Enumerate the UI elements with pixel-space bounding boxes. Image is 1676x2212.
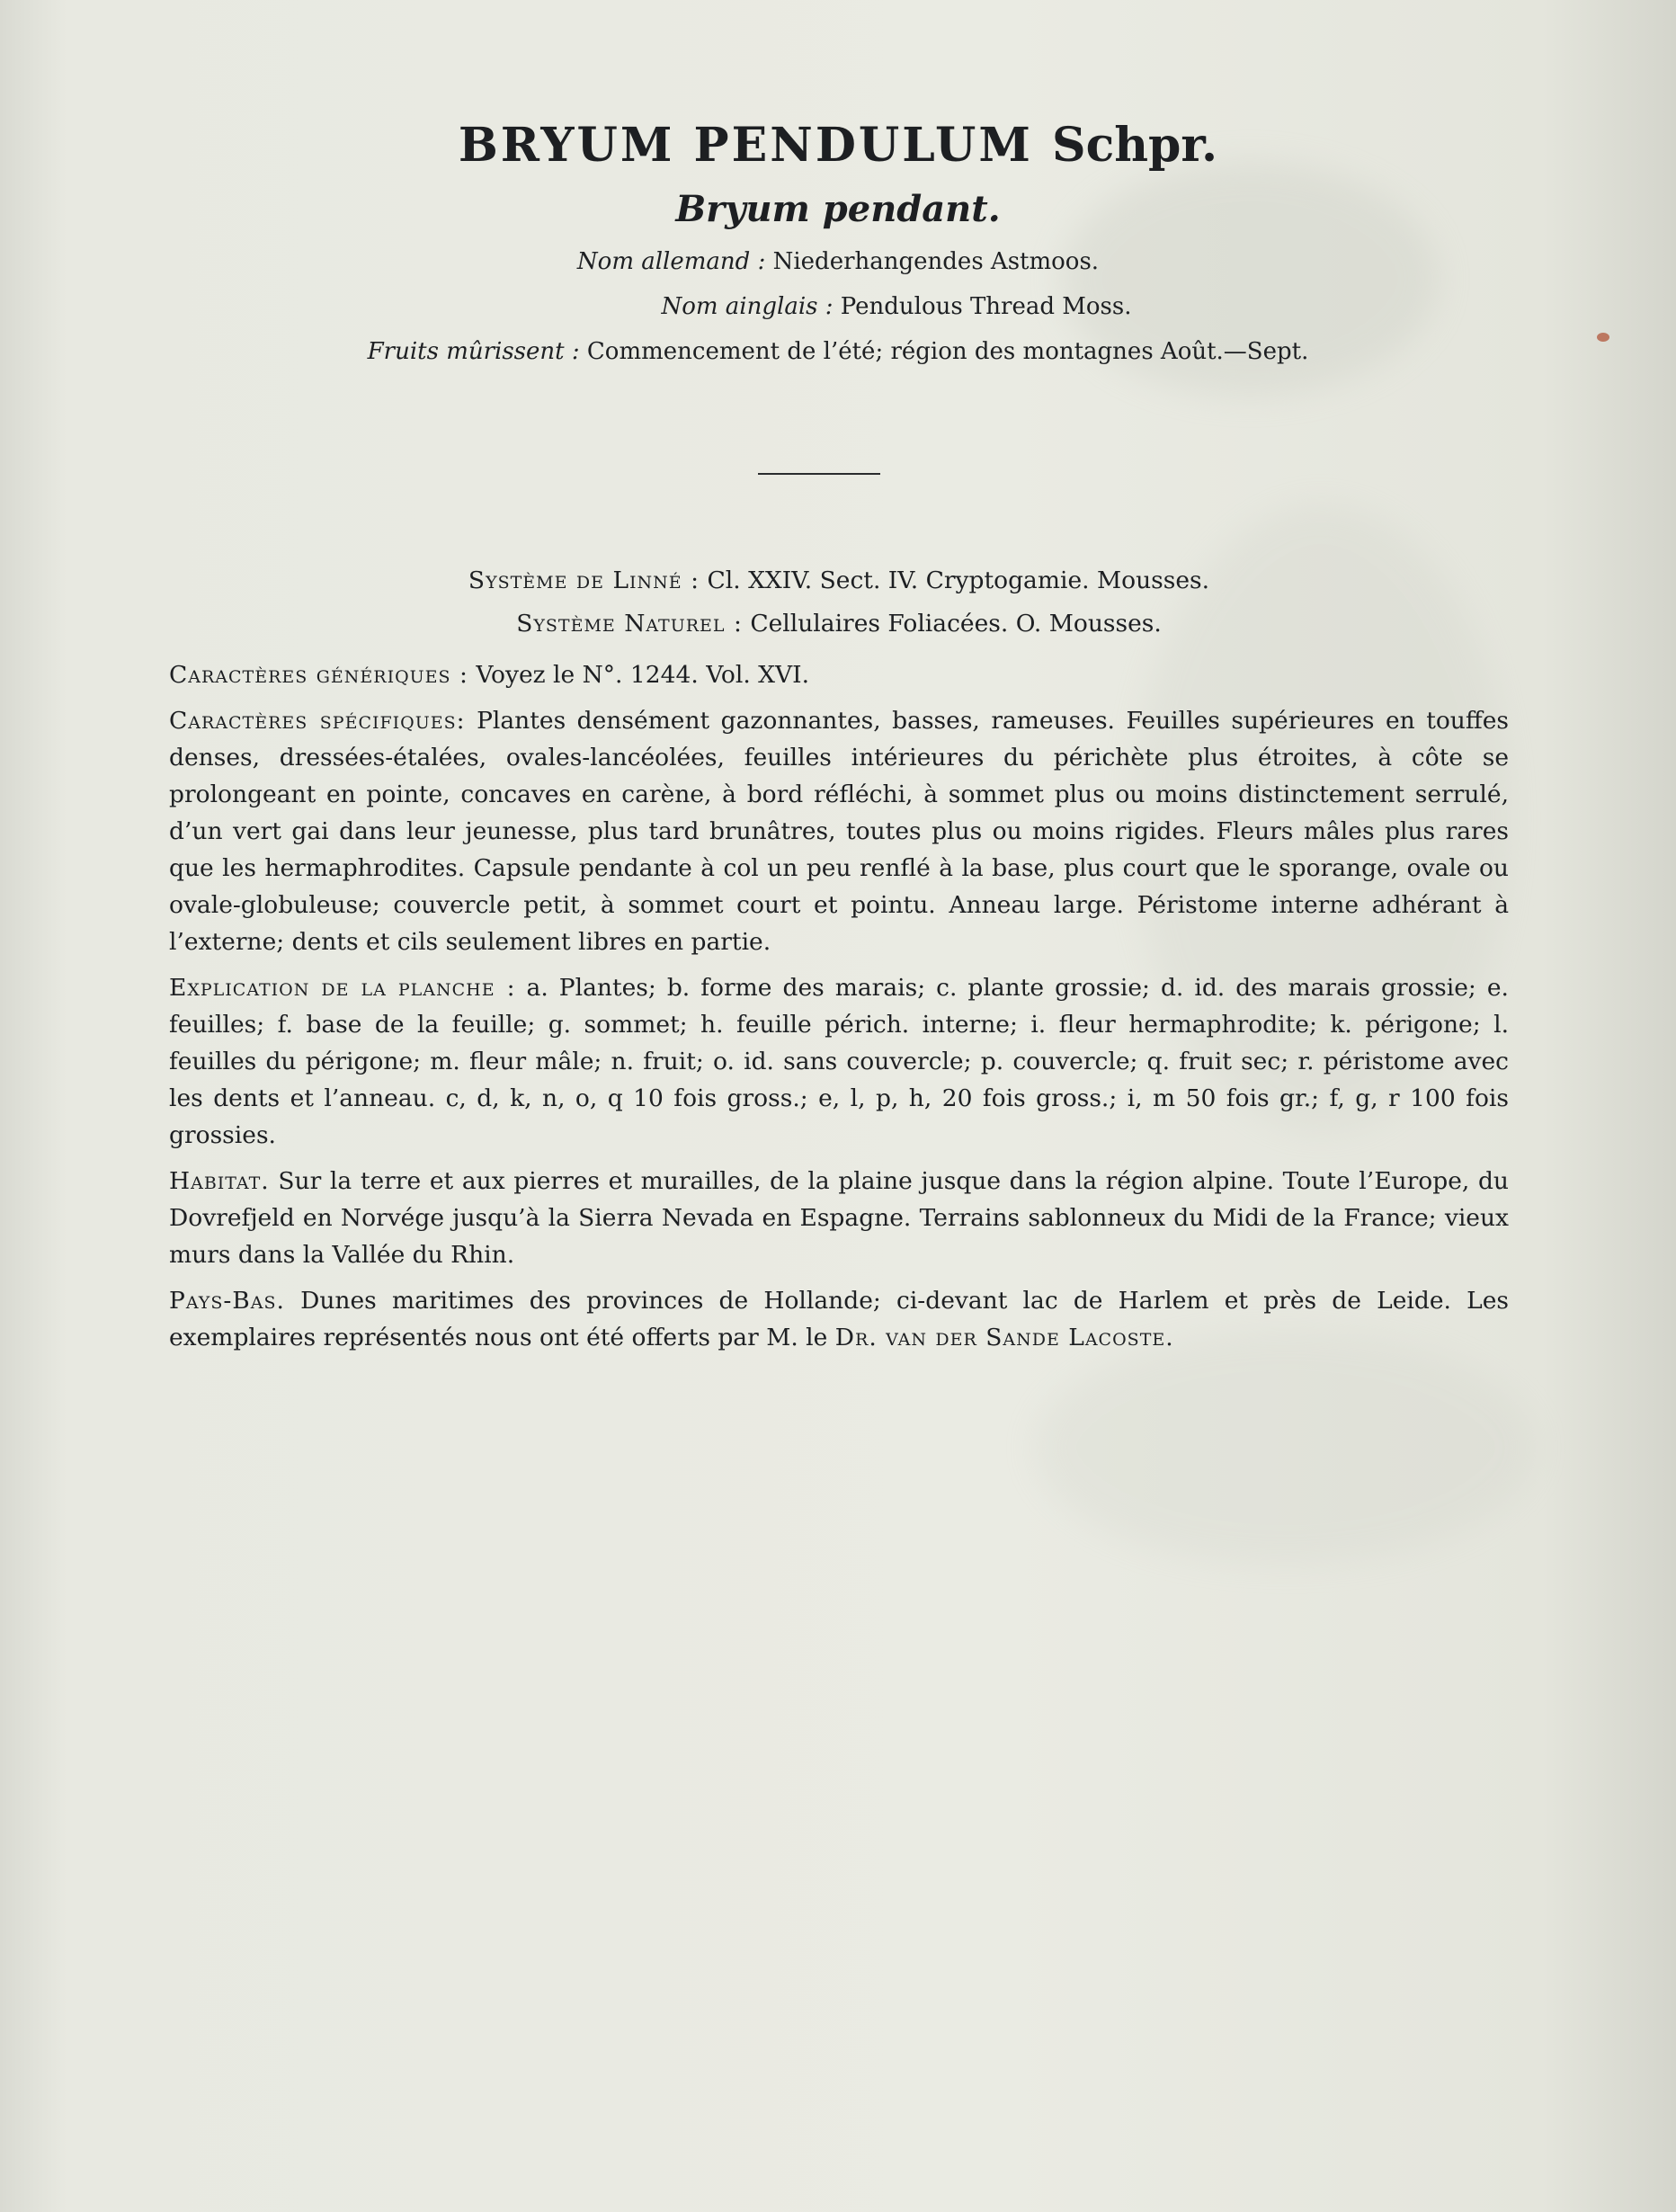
species-author: Schpr. [1052,118,1218,173]
german-name-row [0,239,1676,284]
linne-system [169,557,1509,604]
natural-system [169,601,1509,647]
species-name: BRYUM PENDULUM [458,118,1033,173]
specific-label: Caractères spécifiques: [169,707,466,735]
natural-value: Cellulaires Foliacées. O. Mousses. [750,610,1162,638]
specimen-credit: Dr. van der Sande Lacoste. [834,1324,1174,1351]
species-header [0,117,1676,374]
description-body [169,557,1509,1356]
german-name-label: Nom allemand : [576,248,766,275]
fruiting-label: Fruits mûrissent : [367,338,580,365]
german-name-value: Niederhangendes Astmoos. [772,248,1100,275]
linne-value: Cl. XXIV. Sect. IV. Cryptogamie. Mousses. [707,566,1210,594]
section-divider [758,473,880,475]
species-common-name: Bryum pendant. [675,188,1001,230]
generic-text: Voyez le N°. 1244. Vol. XVI. [476,661,810,689]
netherlands-text: Dunes maritimes des provinces de Hollande; ci-devant lac de Harlem et près de Leide. Les exemplaires représentés nous ont été offerts par M. le [169,1287,1509,1351]
specific-characters [169,702,1509,960]
linne-label: Système de Linné : [468,566,700,594]
english-name-row [0,284,1676,329]
fruiting-value: Commencement de l’été; région des montagnes Août.—Sept. [586,338,1309,365]
species-title [0,117,1676,174]
fruiting-row [0,329,1676,374]
plate-explanation [169,969,1509,1154]
netherlands-label: Pays-Bas. [169,1287,285,1315]
plate-explanation-label: Explication de la planche : [169,974,516,1002]
specific-text: Plantes densément gazonnantes, basses, rameuses. Feuilles supérieures en touffes denses, dressées-étalées, ovales-lancéolées, feuilles intérieures du périchète plus étroites, à côte se prolongeant en pointe, concaves en carène, à bord réfléchi, à sommet plus ou moins distinctement serrulé, d’un vert gai dans leur jeunesse, plus tard brunâtres, toutes plus ou moins rigides. Fleurs mâles plus rares que les hermaphrodites. Capsule pendante à col un peu renflé à la base, plus court que le sporange, ovale ou ovale-globuleuse; couvercle petit, à sommet court et pointu. Anneau large. Péristome interne adhérant à l’externe; dents et cils seulement libres en partie. [169,707,1509,956]
habitat-label: Habitat. [169,1167,270,1195]
plate-explanation-text: a. Plantes; b. forme des marais; c. plante grossie; d. id. des marais grossie; e. feuilles; f. base de la feuille; g. sommet; h. feuille périch. interne; i. fleur hermaphrodite; k. périgone; l. feuilles du périgone; m. fleur mâle; n. fruit; o. id. sans couvercle; p. couvercle; q. fruit sec; r. péristome avec les dents et l’anneau. c, d, k, n, o, q 10 fois gross.; e, l, p, h, 20 fois gross.; i, m 50 fois gr.; f, g, r 100 fois grossies. [169,974,1509,1149]
show-through-stain [1034,1331,1538,1565]
natural-label: Système Naturel : [516,610,743,638]
habitat-section [169,1163,1509,1273]
habitat-text: Sur la terre et aux pierres et murailles, de la plaine jusque dans la région alpine. Toute l’Europe, du Dovrefjeld en Norvége jusqu’à la Sierra Nevada en Espagne. Terrains sablonneux du Midi de la France; vieux murs dans la Vallée du Rhin. [169,1167,1509,1269]
english-name-label: Nom ainglais : [661,293,834,320]
generic-label: Caractères génériques : [169,661,468,689]
vernacular-names [0,239,1676,374]
netherlands-section [169,1282,1509,1356]
generic-characters [169,656,1509,693]
english-name-value: Pendulous Thread Moss. [840,293,1132,320]
